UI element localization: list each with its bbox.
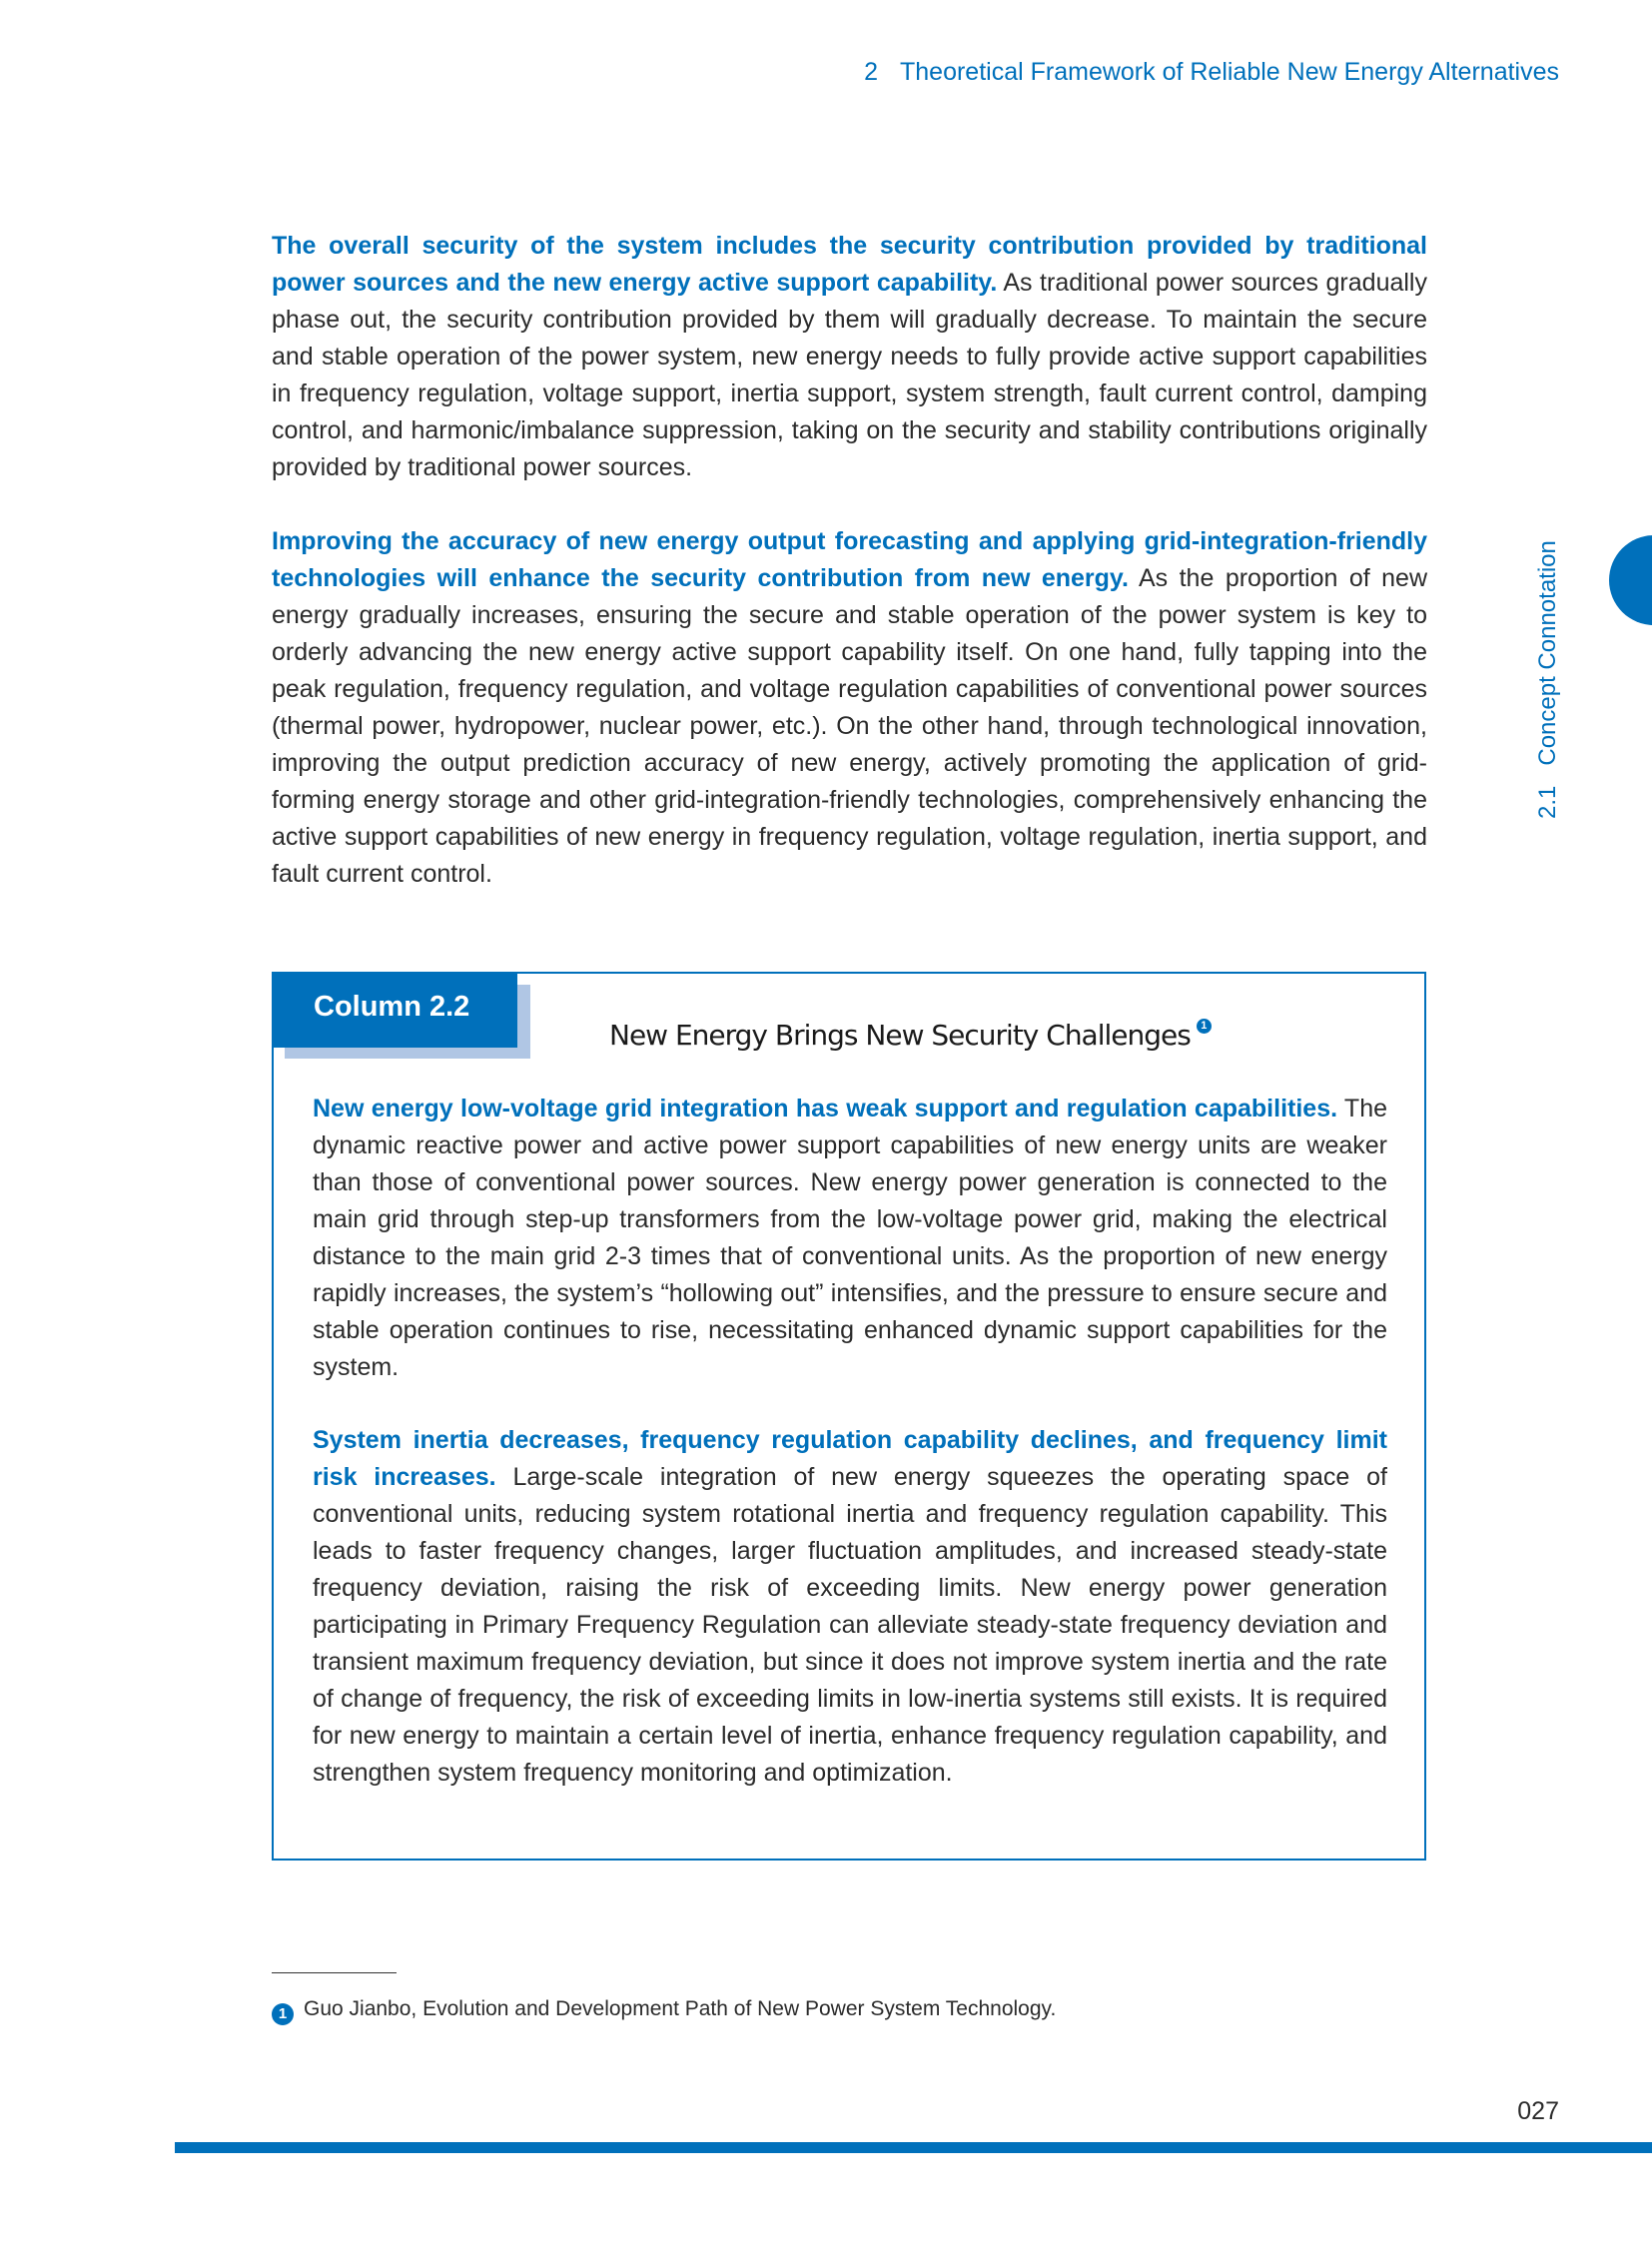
section-number: 2.1 bbox=[1534, 785, 1561, 819]
paragraph-lead: New energy low-voltage grid integration has weak support and regulation capabilities. bbox=[313, 1095, 1338, 1122]
paragraph bbox=[272, 228, 1427, 486]
footnote-ref[interactable]: 1 bbox=[1197, 1019, 1212, 1034]
column-paragraph bbox=[313, 1422, 1387, 1792]
column-title-text: New Energy Brings New Security Challenges bbox=[609, 1019, 1191, 1052]
paragraph-lead: Improving the accuracy of new energy output forecasting and applying grid-integration-friendly technologies will enhance the security contribution from new energy. bbox=[272, 527, 1427, 592]
column-paragraph bbox=[313, 1091, 1387, 1386]
paragraph-body: Large-scale integration of new energy squeezes the operating space of conventional units, reducing system rotational inertia and frequency regulation capability. This leads to faster frequency changes, larger fluctuation amplitudes, and increased steady-state frequency deviation, raising the risk of exceeding limits. New energy power generation participating in Primary Frequency Regulation can alleviate steady-state frequency deviation and transient maximum frequency deviation, but since it does not improve system inertia and the rate of change of frequency, the risk of exceeding limits in low-inertia systems still exists. It is required for new energy to maintain a certain level of inertia, enhance frequency regulation capability, and strengthen system frequency monitoring and optimization. bbox=[313, 1463, 1387, 1787]
footnote-marker: 1 bbox=[272, 2003, 294, 2025]
paragraph-lead: System inertia decreases, frequency regulation capability declines, and frequency limit risk increases. bbox=[313, 1426, 1387, 1491]
running-header bbox=[864, 58, 1559, 87]
paragraph-body: The dynamic reactive power and active power support capabilities of new energy units are weaker than those of conventional power sources. New energy power generation is connected to the main grid through step-up transformers from the low-voltage power grid, making the electrical distance to the main grid 2-3 times that of conventional units. As the proportion of new energy rapidly increases, the system’s “hollowing out” intensifies, and the pressure to ensure secure and stable operation continues to rise, necessitating enhanced dynamic support capabilities for the system. bbox=[313, 1095, 1387, 1381]
footnote-divider bbox=[272, 1972, 397, 1973]
column-tag: Column 2.2 bbox=[272, 972, 517, 1048]
footer-bar bbox=[175, 2142, 1652, 2153]
column-title bbox=[609, 1019, 1212, 1052]
page-number: 027 bbox=[1517, 2097, 1559, 2125]
paragraph bbox=[272, 523, 1427, 893]
footnote bbox=[272, 1997, 1056, 2025]
paragraph-body: As traditional power sources gradually phase out, the security contribution provided by them will gradually decrease. To maintain the secure and stable operation of the power system, new energy needs to fully provide active support capabilities in frequency regulation, voltage support, inertia support, system strength, fault current control, damping control, and harmonic/imbalance suppression, taking on the security and stability contributions originally provided by traditional power sources. bbox=[272, 269, 1427, 481]
chapter-number: 2 bbox=[864, 58, 878, 86]
footnote-text: Guo Jianbo, Evolution and Development Path of New Power System Technology. bbox=[304, 1997, 1057, 2020]
paragraph-lead: The overall security of the system includes the security contribution provided by traditional power sources and the new energy active support capability. bbox=[272, 232, 1427, 297]
section-title: Concept Connotation bbox=[1534, 540, 1561, 766]
section-tab-marker bbox=[1609, 535, 1652, 625]
chapter-title: Theoretical Framework of Reliable New Energy Alternatives bbox=[900, 58, 1559, 86]
paragraph-body: As the proportion of new energy gradually increases, ensuring the secure and stable operation of the power system is key to orderly advancing the new energy active support capability itself. On one hand, fully tapping into the peak regulation, frequency regulation, and voltage regulation capabilities of conventional power sources (thermal power, hydropower, nuclear power, etc.). On the other hand, through technological innovation, improving the output prediction accuracy of new energy, actively promoting the application of grid-forming energy storage and other grid-integration-friendly technologies, comprehensively enhancing the active support capabilities of new energy in frequency regulation, voltage regulation, inertia support, and fault current control. bbox=[272, 564, 1427, 888]
section-side-label bbox=[1534, 540, 1562, 819]
